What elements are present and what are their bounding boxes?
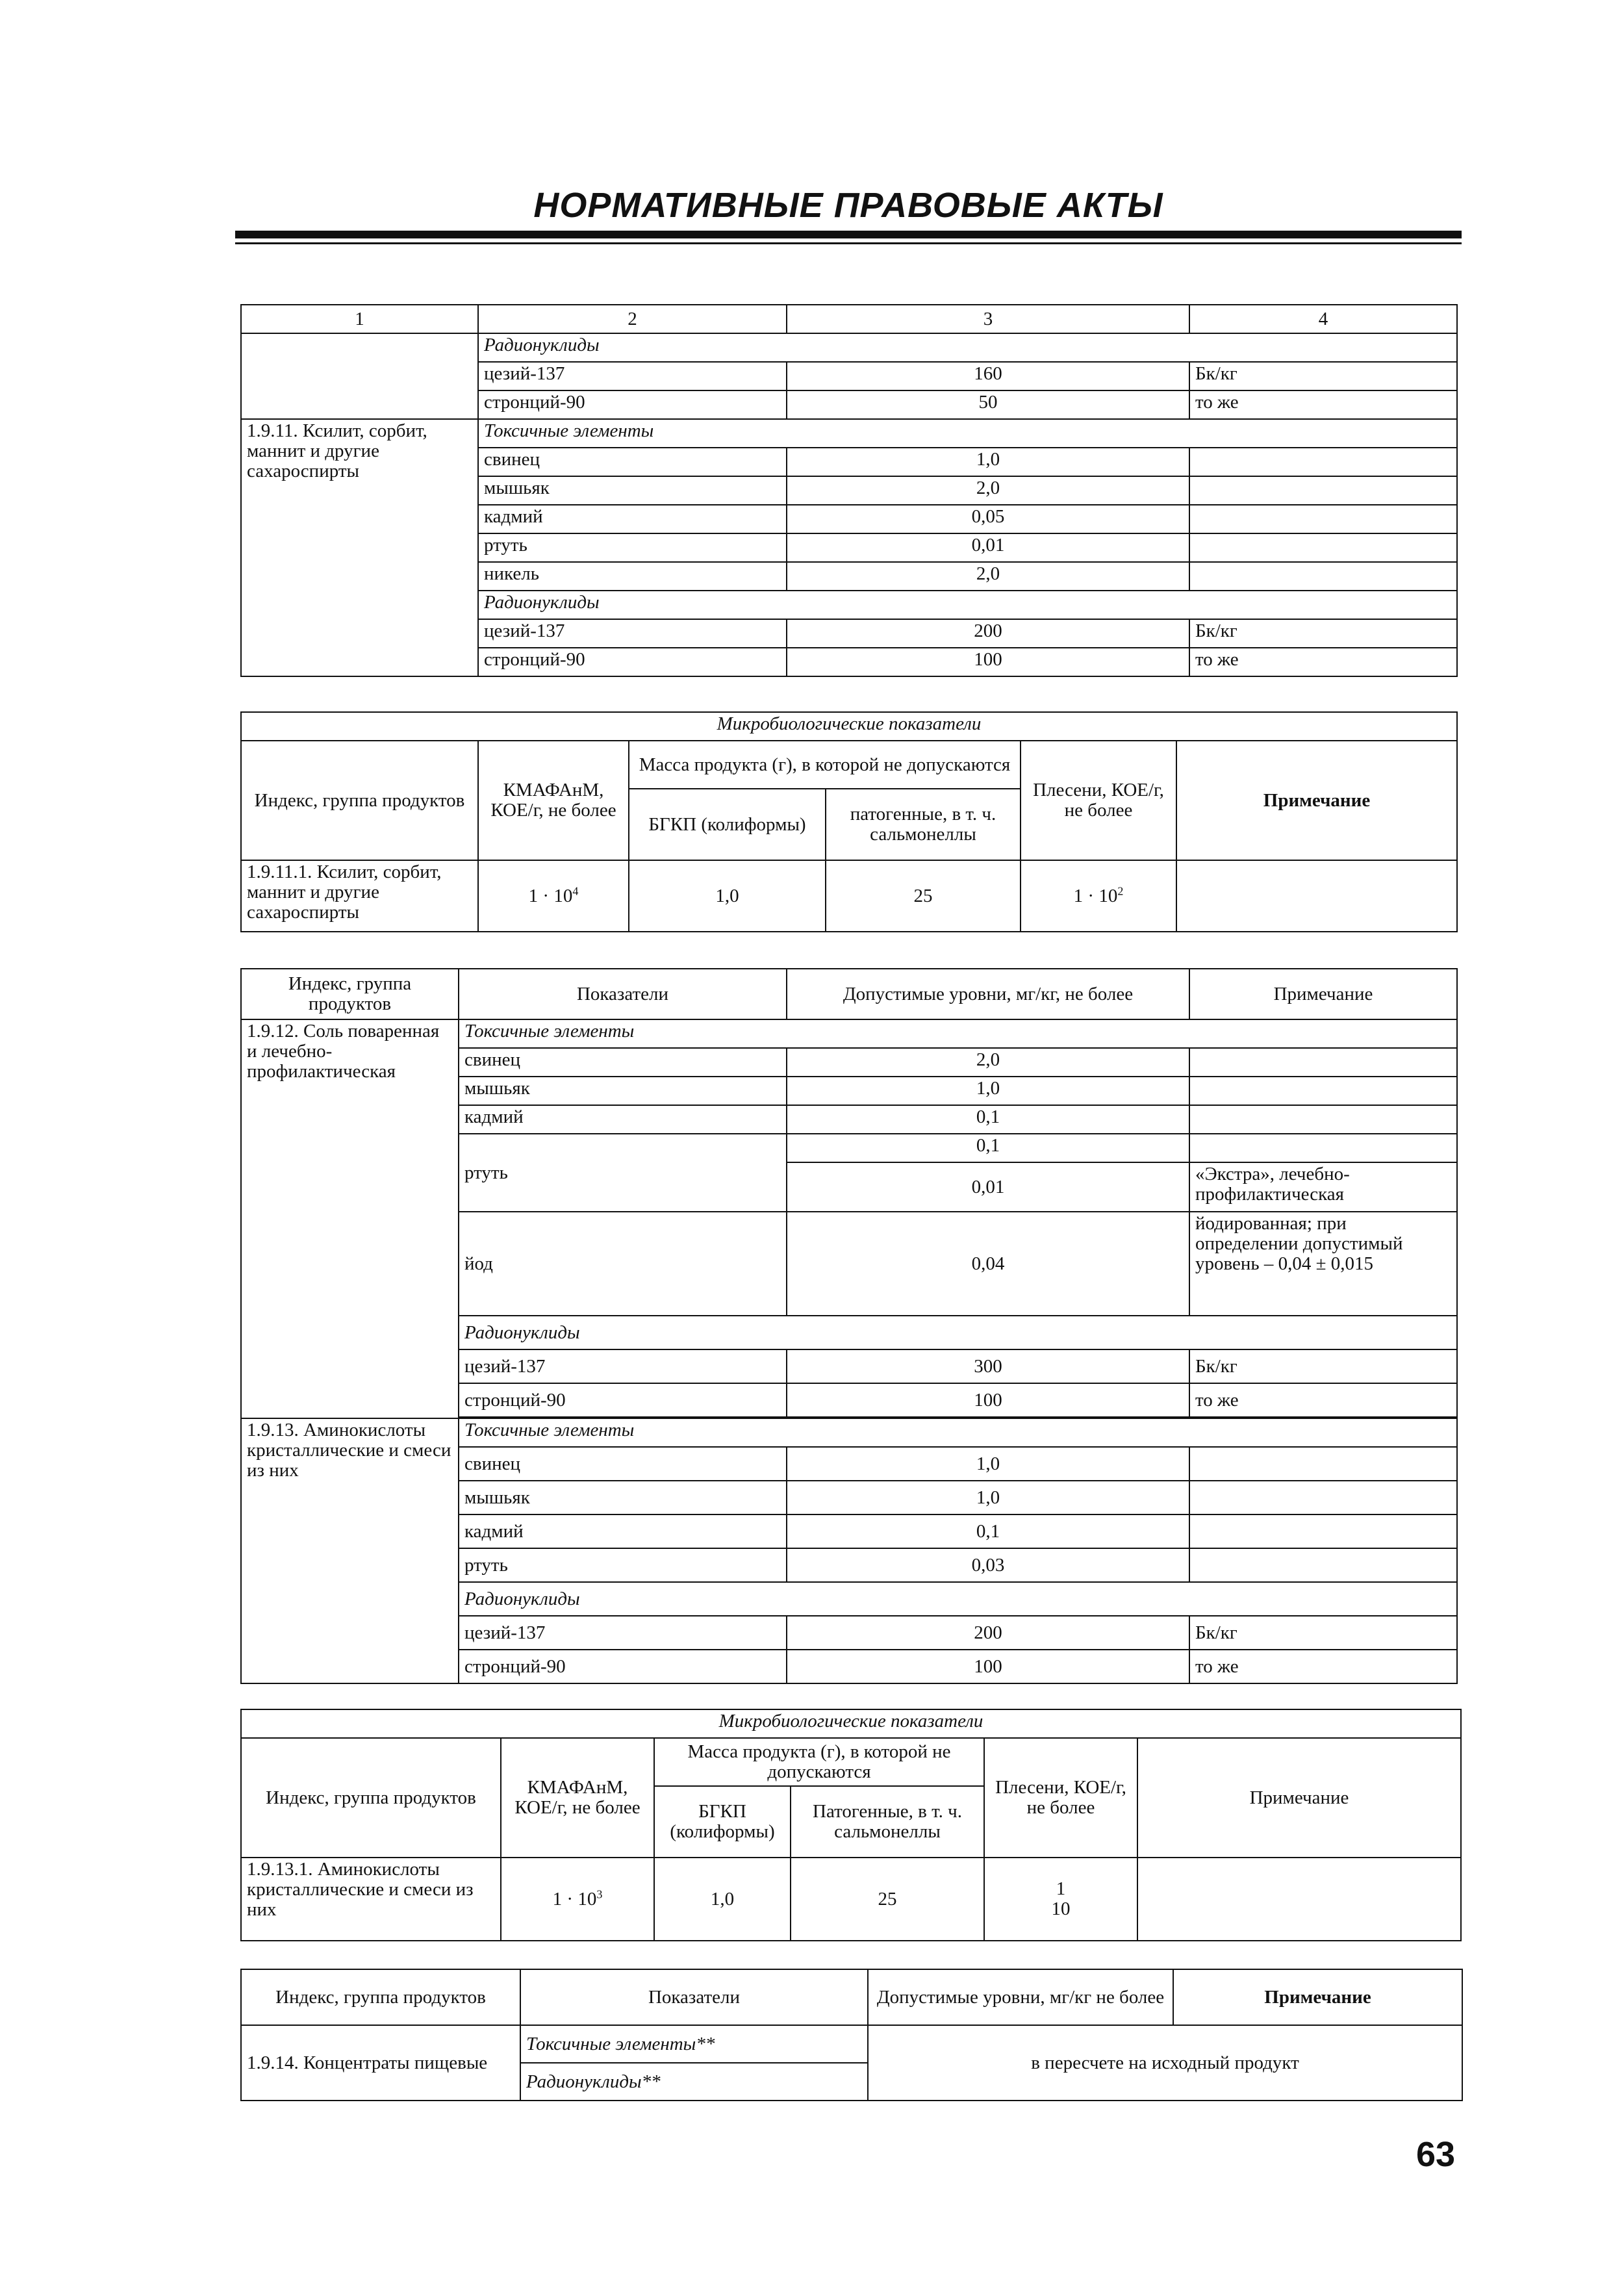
- page-header: [235, 185, 1462, 250]
- indicator-note: Бк/кг: [1189, 619, 1457, 648]
- header-index: Индекс, группа продуктов: [241, 1738, 501, 1858]
- value-exponent: 2: [1117, 884, 1124, 897]
- indicator-note: [1189, 476, 1457, 505]
- indicator-value: 300: [787, 1349, 1189, 1383]
- table-food-concentrates: [240, 1969, 1463, 2101]
- indicator-note: то же: [1189, 390, 1457, 419]
- header-rule-thin: [235, 242, 1462, 244]
- indicator-value: 0,01: [787, 533, 1189, 562]
- indicator-name: цезий-137: [459, 1349, 787, 1383]
- mold-value: [984, 1858, 1137, 1941]
- header-pathogenic: патогенные, в т. ч. сальмонеллы: [826, 789, 1021, 860]
- kmafanm-value: [478, 860, 629, 932]
- indicator-value: 50: [787, 390, 1189, 419]
- value-base: 1 · 10: [528, 885, 573, 906]
- product-group: 1.9.11. Ксилит, сорбит, маннит и другие сахароспирты: [241, 419, 478, 676]
- value-base: 1 · 10: [552, 1888, 597, 1910]
- indicator-value: 2,0: [787, 476, 1189, 505]
- header-bgkp: БГКП (колиформы): [629, 789, 826, 860]
- indicator-note: [1189, 1481, 1457, 1514]
- product-group: 1.9.13.1. Аминокислоты кристаллические и смеси из них: [241, 1858, 501, 1941]
- header-pathogenic: Патогенные, в т. ч. сальмонеллы: [791, 1786, 984, 1858]
- indicator-note: «Экстра», лечебно-профилактическая: [1189, 1162, 1457, 1212]
- note-value: [1137, 1858, 1461, 1941]
- indicator-name: стронций-90: [478, 648, 787, 676]
- indicator-value: 0,01: [787, 1162, 1189, 1212]
- mold-value: [1021, 860, 1176, 932]
- indicator-name: йод: [459, 1212, 787, 1316]
- indicator-note: йодированная; при определении допустимый уровень – 0,04 ± 0,015: [1189, 1212, 1457, 1316]
- indicator-value: 0,1: [787, 1134, 1189, 1162]
- indicator-note: [1189, 505, 1457, 533]
- indicator-value: 0,1: [787, 1514, 1189, 1548]
- header-note: Примечание: [1137, 1738, 1461, 1858]
- header-indicator: Показатели: [459, 969, 787, 1019]
- indicator-note: [1189, 562, 1457, 591]
- indicator-note: [1189, 1048, 1457, 1077]
- section-label: Радионуклиды: [478, 591, 1457, 619]
- header-note: Примечание: [1176, 741, 1457, 860]
- indicator-note: [1189, 1548, 1457, 1582]
- header-index: Индекс, группа продуктов: [241, 1969, 520, 2025]
- indicator-name: ртуть: [459, 1134, 787, 1212]
- indicator-value: 200: [787, 1616, 1189, 1650]
- section-label: Токсичные элементы: [478, 419, 1457, 448]
- header-index: Индекс, группа продуктов: [241, 741, 478, 860]
- indicator-value: 100: [787, 648, 1189, 676]
- indicator-value: 0,03: [787, 1548, 1189, 1582]
- value-exponent: 4: [572, 884, 579, 897]
- indicator-value: 160: [787, 362, 1189, 390]
- section-label: Радионуклиды: [478, 333, 1457, 362]
- mold-denominator: 10: [1051, 1898, 1071, 1919]
- bgkp-value: 1,0: [629, 860, 826, 932]
- indicator-note: [1189, 1134, 1457, 1162]
- indicator-name: стронций-90: [478, 390, 787, 419]
- indicator-name: никель: [478, 562, 787, 591]
- header-bgkp: БГКП (колиформы): [654, 1786, 791, 1858]
- indicator-value: 2,0: [787, 562, 1189, 591]
- kmafanm-value: [501, 1858, 654, 1941]
- indicator-value: 0,04: [787, 1212, 1189, 1316]
- header-mass: Масса продукта (г), в которой не допускаются: [654, 1738, 984, 1786]
- indicator-note: то же: [1189, 1650, 1457, 1683]
- indicator-name: стронций-90: [459, 1650, 787, 1683]
- indicator-value: 100: [787, 1650, 1189, 1683]
- product-group: 1.9.11.1. Ксилит, сорбит, маннит и другие сахароспирты: [241, 860, 478, 932]
- indicator-note: Бк/кг: [1189, 1616, 1457, 1650]
- section-label: Токсичные элементы**: [520, 2025, 868, 2063]
- indicator-value: 0,05: [787, 505, 1189, 533]
- indicator-name: ртуть: [459, 1548, 787, 1582]
- product-group: 1.9.12. Соль поваренная и лечебно-профилактическая: [241, 1019, 459, 1418]
- pathogenic-value: 25: [791, 1858, 984, 1941]
- header-indicator: Показатели: [520, 1969, 868, 2025]
- section-label: Радионуклиды: [459, 1316, 1457, 1349]
- indicator-name: свинец: [459, 1048, 787, 1077]
- indicator-note: [1189, 1514, 1457, 1548]
- indicator-name: мышьяк: [459, 1077, 787, 1105]
- page-title: НОРМАТИВНЫЕ ПРАВОВЫЕ АКТЫ: [533, 186, 1163, 225]
- col-number-3: 3: [787, 305, 1189, 333]
- header-index: Индекс, группа продуктов: [241, 969, 459, 1019]
- section-label: Токсичные элементы: [459, 1019, 1457, 1048]
- indicator-name: цезий-137: [478, 619, 787, 648]
- indicator-name: цезий-137: [478, 362, 787, 390]
- table-sugar-alcohols: [240, 304, 1458, 677]
- indicator-note: [1189, 533, 1457, 562]
- header-note: Примечание: [1189, 969, 1457, 1019]
- value-exponent: 3: [596, 1887, 603, 1900]
- section-label: Радионуклиды: [459, 1582, 1457, 1616]
- indicator-note: в пересчете на исходный продукт: [868, 2025, 1462, 2101]
- col-number-2: 2: [478, 305, 787, 333]
- indicator-value: 1,0: [787, 448, 1189, 476]
- indicator-name: свинец: [478, 448, 787, 476]
- indicator-note: то же: [1189, 1383, 1457, 1417]
- header-mass: Масса продукта (г), в которой не допускаются: [629, 741, 1021, 789]
- header-mold: Плесени, КОЕ/г, не более: [1021, 741, 1176, 860]
- pathogenic-value: 25: [826, 860, 1021, 932]
- indicator-name: цезий-137: [459, 1616, 787, 1650]
- header-levels: Допустимые уровни, мг/кг не более: [868, 1969, 1173, 2025]
- header-kmafanm: КМАФАнМ, КОЕ/г, не более: [501, 1738, 654, 1858]
- indicator-name: свинец: [459, 1447, 787, 1481]
- note-value: [1176, 860, 1457, 932]
- micro-caption: Микробиологические показатели: [241, 712, 1457, 741]
- indicator-note: Бк/кг: [1189, 362, 1457, 390]
- indicator-value: 200: [787, 619, 1189, 648]
- indicator-name: стронций-90: [459, 1383, 787, 1417]
- table-micro-sugar-alcohols: [240, 711, 1458, 932]
- table-salt-amino: [240, 968, 1458, 1684]
- indicator-name: кадмий: [478, 505, 787, 533]
- micro-caption: Микробиологические показатели: [241, 1709, 1461, 1738]
- table-micro-amino: [240, 1709, 1462, 1941]
- indicator-name: ртуть: [478, 533, 787, 562]
- indicator-note: Бк/кг: [1189, 1349, 1457, 1383]
- indicator-note: [1189, 448, 1457, 476]
- indicator-name: кадмий: [459, 1514, 787, 1548]
- header-note: Примечание: [1173, 1969, 1462, 2025]
- product-group: 1.9.14. Концентраты пищевые: [241, 2025, 520, 2101]
- page-number: 63: [1416, 2135, 1456, 2174]
- indicator-name: кадмий: [459, 1105, 787, 1134]
- indicator-note: [1189, 1105, 1457, 1134]
- indicator-note: [1189, 1077, 1457, 1105]
- indicator-value: 1,0: [787, 1077, 1189, 1105]
- indicator-note: то же: [1189, 648, 1457, 676]
- indicator-value: 1,0: [787, 1447, 1189, 1481]
- section-label: Радионуклиды**: [520, 2063, 868, 2101]
- header-mold: Плесени, КОЕ/г, не более: [984, 1738, 1137, 1858]
- product-cell-empty: [241, 333, 478, 419]
- header-kmafanm: КМАФАнМ, КОЕ/г, не более: [478, 741, 629, 860]
- indicator-value: 0,1: [787, 1105, 1189, 1134]
- indicator-value: 2,0: [787, 1048, 1189, 1077]
- header-rule-thick: [235, 231, 1462, 238]
- col-number-1: 1: [241, 305, 478, 333]
- header-levels: Допустимые уровни, мг/кг, не более: [787, 969, 1189, 1019]
- mold-numerator: 1: [1056, 1878, 1066, 1899]
- value-base: 1 · 10: [1073, 885, 1118, 906]
- indicator-value: 100: [787, 1383, 1189, 1417]
- bgkp-value: 1,0: [654, 1858, 791, 1941]
- section-label: Токсичные элементы: [459, 1418, 1457, 1447]
- indicator-note: [1189, 1447, 1457, 1481]
- indicator-value: 1,0: [787, 1481, 1189, 1514]
- indicator-name: мышьяк: [478, 476, 787, 505]
- product-group: 1.9.13. Аминокислоты кристаллические и смеси из них: [241, 1418, 459, 1683]
- indicator-name: мышьяк: [459, 1481, 787, 1514]
- col-number-4: 4: [1189, 305, 1457, 333]
